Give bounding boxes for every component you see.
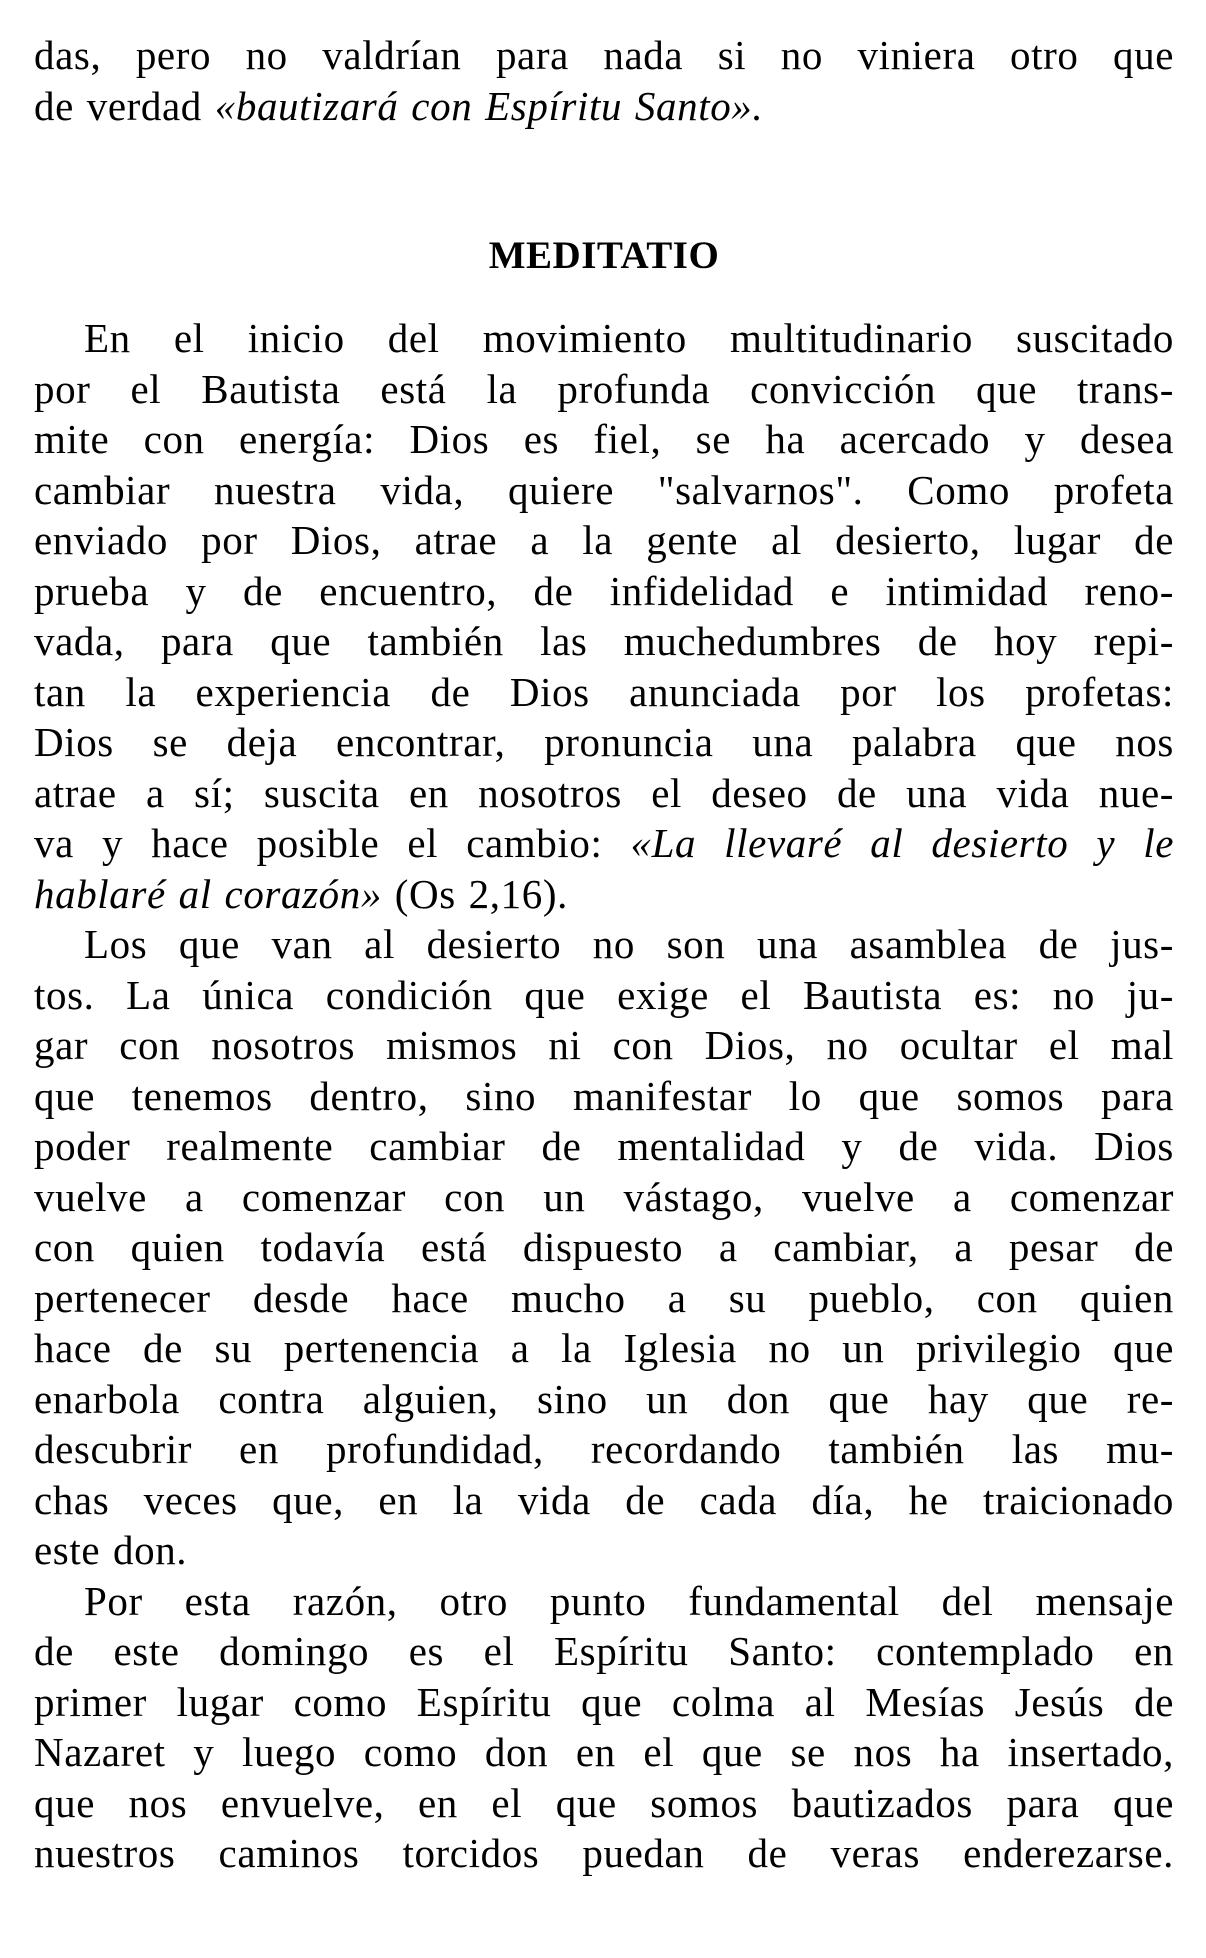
quote-italic: hablaré al corazón» bbox=[34, 870, 382, 917]
text-line: que tenemos dentro, sino manifestar lo que somos para bbox=[34, 1072, 1174, 1119]
text-line: vada, para que también las muchedumbres de hoy repi- bbox=[34, 618, 1174, 664]
text-line bbox=[34, 818, 1174, 869]
text-line: atrae a sí; suscita en nosotros el deseo de una vida nue- bbox=[34, 769, 1174, 816]
text-line bbox=[34, 81, 1174, 132]
paragraph-2 bbox=[34, 919, 1174, 1576]
text-line: En el inicio del movimiento multitudinario suscitado bbox=[84, 315, 1174, 361]
text-line: hace de su pertenencia a la Iglesia no un privilegio que bbox=[34, 1325, 1174, 1371]
text-line: Nazaret y luego como don en el que se nos ha insertado, bbox=[34, 1729, 1174, 1775]
text-line: Dios se deja encontrar, pronuncia una palabra que nos bbox=[34, 719, 1174, 765]
text-run: va y hace posible el cambio: bbox=[34, 820, 631, 866]
paragraph-1 bbox=[34, 313, 1174, 919]
text-line bbox=[34, 869, 1174, 920]
text-line: vuelve a comenzar con un vástago, vuelve a comenzar bbox=[34, 1173, 1174, 1220]
text-line: tos. La única condición que exige el Bautista es: no ju- bbox=[34, 971, 1174, 1018]
text-line: Los que van al desierto no son una asamblea de jus- bbox=[84, 921, 1174, 967]
text-line: cambiar nuestra vida, quiere "salvarnos". Como profeta bbox=[34, 466, 1174, 513]
text-run: de verdad bbox=[34, 82, 215, 129]
text-line: descubrir en profundidad, recordando también las mu- bbox=[34, 1426, 1174, 1472]
text-line: gar con nosotros mismos ni con Dios, no ocultar el mal bbox=[34, 1022, 1174, 1068]
text-line: Por esta razón, otro punto fundamental del mensaje bbox=[84, 1577, 1174, 1624]
text-line: primer lugar como Espíritu que colma al Mesías Jesús de bbox=[34, 1678, 1174, 1725]
quote-italic: «La llevaré al desierto y le bbox=[630, 820, 1174, 866]
text-line: tan la experiencia de Dios anunciada por los profetas: bbox=[34, 668, 1174, 715]
text-line: chas veces que, en la vida de cada día, he traicionado bbox=[34, 1476, 1174, 1523]
document-page bbox=[34, 30, 1174, 1879]
text-line: prueba y de encuentro, de infidelidad e intimidad reno- bbox=[34, 567, 1174, 614]
paragraph-3 bbox=[34, 1576, 1174, 1879]
text-line: por el Bautista está la profunda convicción que trans- bbox=[34, 365, 1174, 412]
text-line: pertenecer desde hace mucho a su pueblo, con quien bbox=[34, 1274, 1174, 1321]
text-line: enviado por Dios, atrae a la gente al desierto, lugar de bbox=[34, 517, 1174, 563]
text-line: mite con energía: Dios es fiel, se ha acercado y desea bbox=[34, 416, 1174, 462]
text-line: con quien todavía está dispuesto a cambiar, a pesar de bbox=[34, 1224, 1174, 1270]
text-line: de este domingo es el Espíritu Santo: contemplado en bbox=[34, 1628, 1174, 1674]
intro-paragraph bbox=[34, 30, 1174, 131]
quote-italic: «bautizará con Espíritu Santo». bbox=[214, 82, 764, 129]
section-heading: MEDITATIO bbox=[488, 234, 720, 277]
citation: (Os 2,16). bbox=[381, 870, 568, 917]
text-line: enarbola contra alguien, sino un don que hay que re- bbox=[34, 1375, 1174, 1422]
text-line: poder realmente cambiar de mentalidad y de vida. Dios bbox=[34, 1123, 1174, 1169]
text-line: que nos envuelve, en el que somos bautizados para que bbox=[34, 1779, 1174, 1826]
text-line: este don. bbox=[34, 1527, 188, 1573]
text-line: das, pero no valdrían para nada si no viniera otro que bbox=[34, 32, 1174, 78]
text-line: nuestros caminos torcidos puedan de veras enderezarse. bbox=[34, 1830, 1174, 1876]
